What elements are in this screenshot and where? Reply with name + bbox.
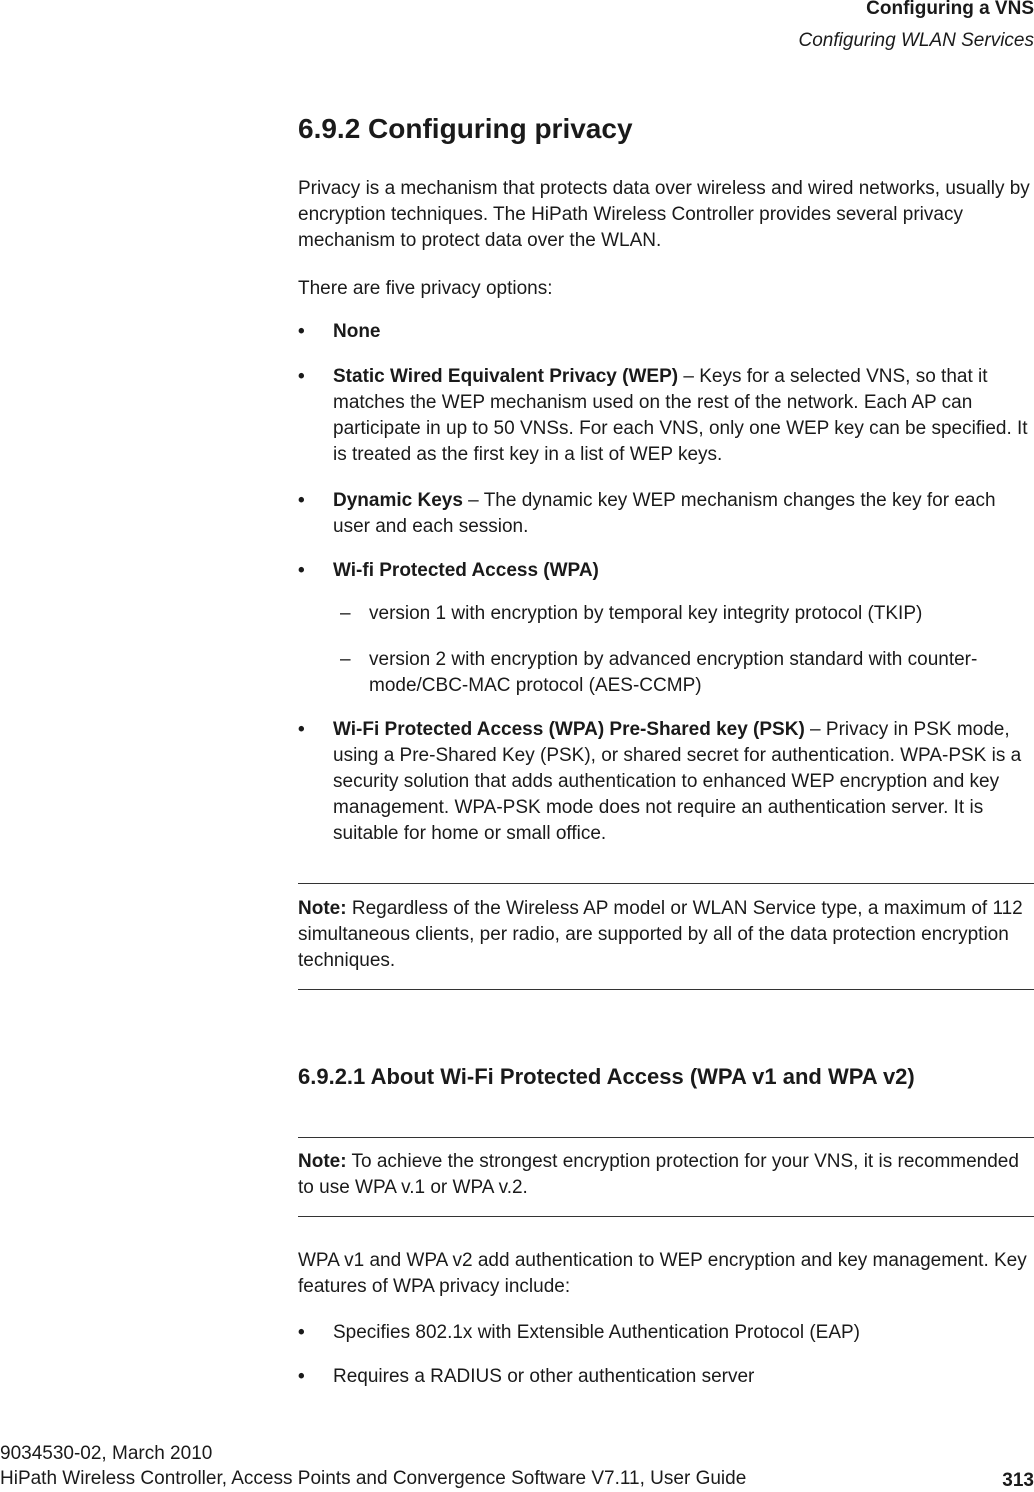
note-1 <box>298 896 1034 974</box>
option-term: Wi-fi Protected Access (WPA) <box>333 560 599 581</box>
note-rule-top <box>298 883 1034 884</box>
note-2 <box>298 1149 1034 1201</box>
option-term: Dynamic Keys <box>333 490 463 511</box>
page-number: 313 <box>1002 1470 1034 1491</box>
wpa-version-2: version 2 with encryption by advanced encryption standard with counter-mode/CBC-MAC protocol (AES-CCMP) <box>369 649 978 696</box>
bullet-marker: • <box>298 719 305 740</box>
option-term: None <box>333 321 381 342</box>
note-rule-top <box>298 1137 1034 1138</box>
note-label: Note: <box>298 898 347 919</box>
running-header-section: Configuring WLAN Services <box>798 30 1034 51</box>
subsection-heading: 6.9.2.1 About Wi-Fi Protected Access (WPA v1 and WPA v2) <box>298 1064 915 1089</box>
option-term: Static Wired Equivalent Privacy (WEP) <box>333 366 679 387</box>
option-desc: – The dynamic key WEP mechanism changes the key for each user and each session. <box>333 490 996 537</box>
note-rule-bottom <box>298 1216 1034 1217</box>
wpa-intro: WPA v1 and WPA v2 add authentication to WEP encryption and key management. Key features of WPA privacy include: <box>298 1250 1027 1297</box>
option-term: Wi-Fi Protected Access (WPA) Pre-Shared key (PSK) <box>333 719 805 740</box>
option-wpa-psk <box>333 717 1034 847</box>
bullet-marker: • <box>298 490 305 511</box>
bullet-marker: • <box>298 560 305 581</box>
bullet-marker: • <box>298 366 305 387</box>
wpa-version-1: version 1 with encryption by temporal key integrity protocol (TKIP) <box>369 603 923 624</box>
note-text: Regardless of the Wireless AP model or WLAN Service type, a maximum of 112 simultaneous clients, per radio, are supported by all of the data protection encryption techniques. <box>298 898 1023 971</box>
option-static-wep <box>333 364 1034 468</box>
option-none <box>333 319 1034 345</box>
wpa-feature-2: Requires a RADIUS or other authentication server <box>333 1366 755 1387</box>
bullet-marker: • <box>298 1366 305 1387</box>
footer-doc-title: HiPath Wireless Controller, Access Points and Convergence Software V7.11, User Guide <box>0 1468 747 1489</box>
footer-doc-id: 9034530-02, March 2010 <box>0 1443 213 1464</box>
note-text: To achieve the strongest encryption protection for your VNS, it is recommended to use WPA v.1 or WPA v.2. <box>298 1151 1019 1198</box>
note-rule-bottom <box>298 989 1034 990</box>
dash-marker: – <box>340 649 351 670</box>
dash-marker: – <box>340 603 351 624</box>
running-header-chapter: Configuring a VNS <box>866 0 1034 19</box>
note-label: Note: <box>298 1151 347 1172</box>
bullet-marker: • <box>298 321 305 342</box>
option-dynamic-keys <box>333 488 1034 540</box>
options-intro: There are five privacy options: <box>298 278 553 299</box>
option-desc: – Keys for a selected VNS, so that it matches the WEP mechanism used on the rest of the network. Each AP can participate in up to 50 VNSs. For each VNS, only one WEP key can be specified. It is treated as the first key in a list of WEP keys. <box>333 366 1028 465</box>
wpa-feature-1: Specifies 802.1x with Extensible Authentication Protocol (EAP) <box>333 1322 861 1343</box>
bullet-marker: • <box>298 1322 305 1343</box>
section-heading: 6.9.2 Configuring privacy <box>298 113 633 144</box>
option-wpa <box>333 558 1034 584</box>
intro-paragraph: Privacy is a mechanism that protects data over wireless and wired networks, usually by encryption techniques. The HiPath Wireless Controller provides several privacy mechanism to protect data over the WLAN. <box>298 178 1030 251</box>
option-desc: – Privacy in PSK mode, using a Pre-Shared Key (PSK), or shared secret for authentication. WPA-PSK is a security solution that adds authentication to enhanced WEP encryption and key management. WPA-PSK mode does not require an authentication server. It is suitable for home or small office. <box>333 719 1022 844</box>
